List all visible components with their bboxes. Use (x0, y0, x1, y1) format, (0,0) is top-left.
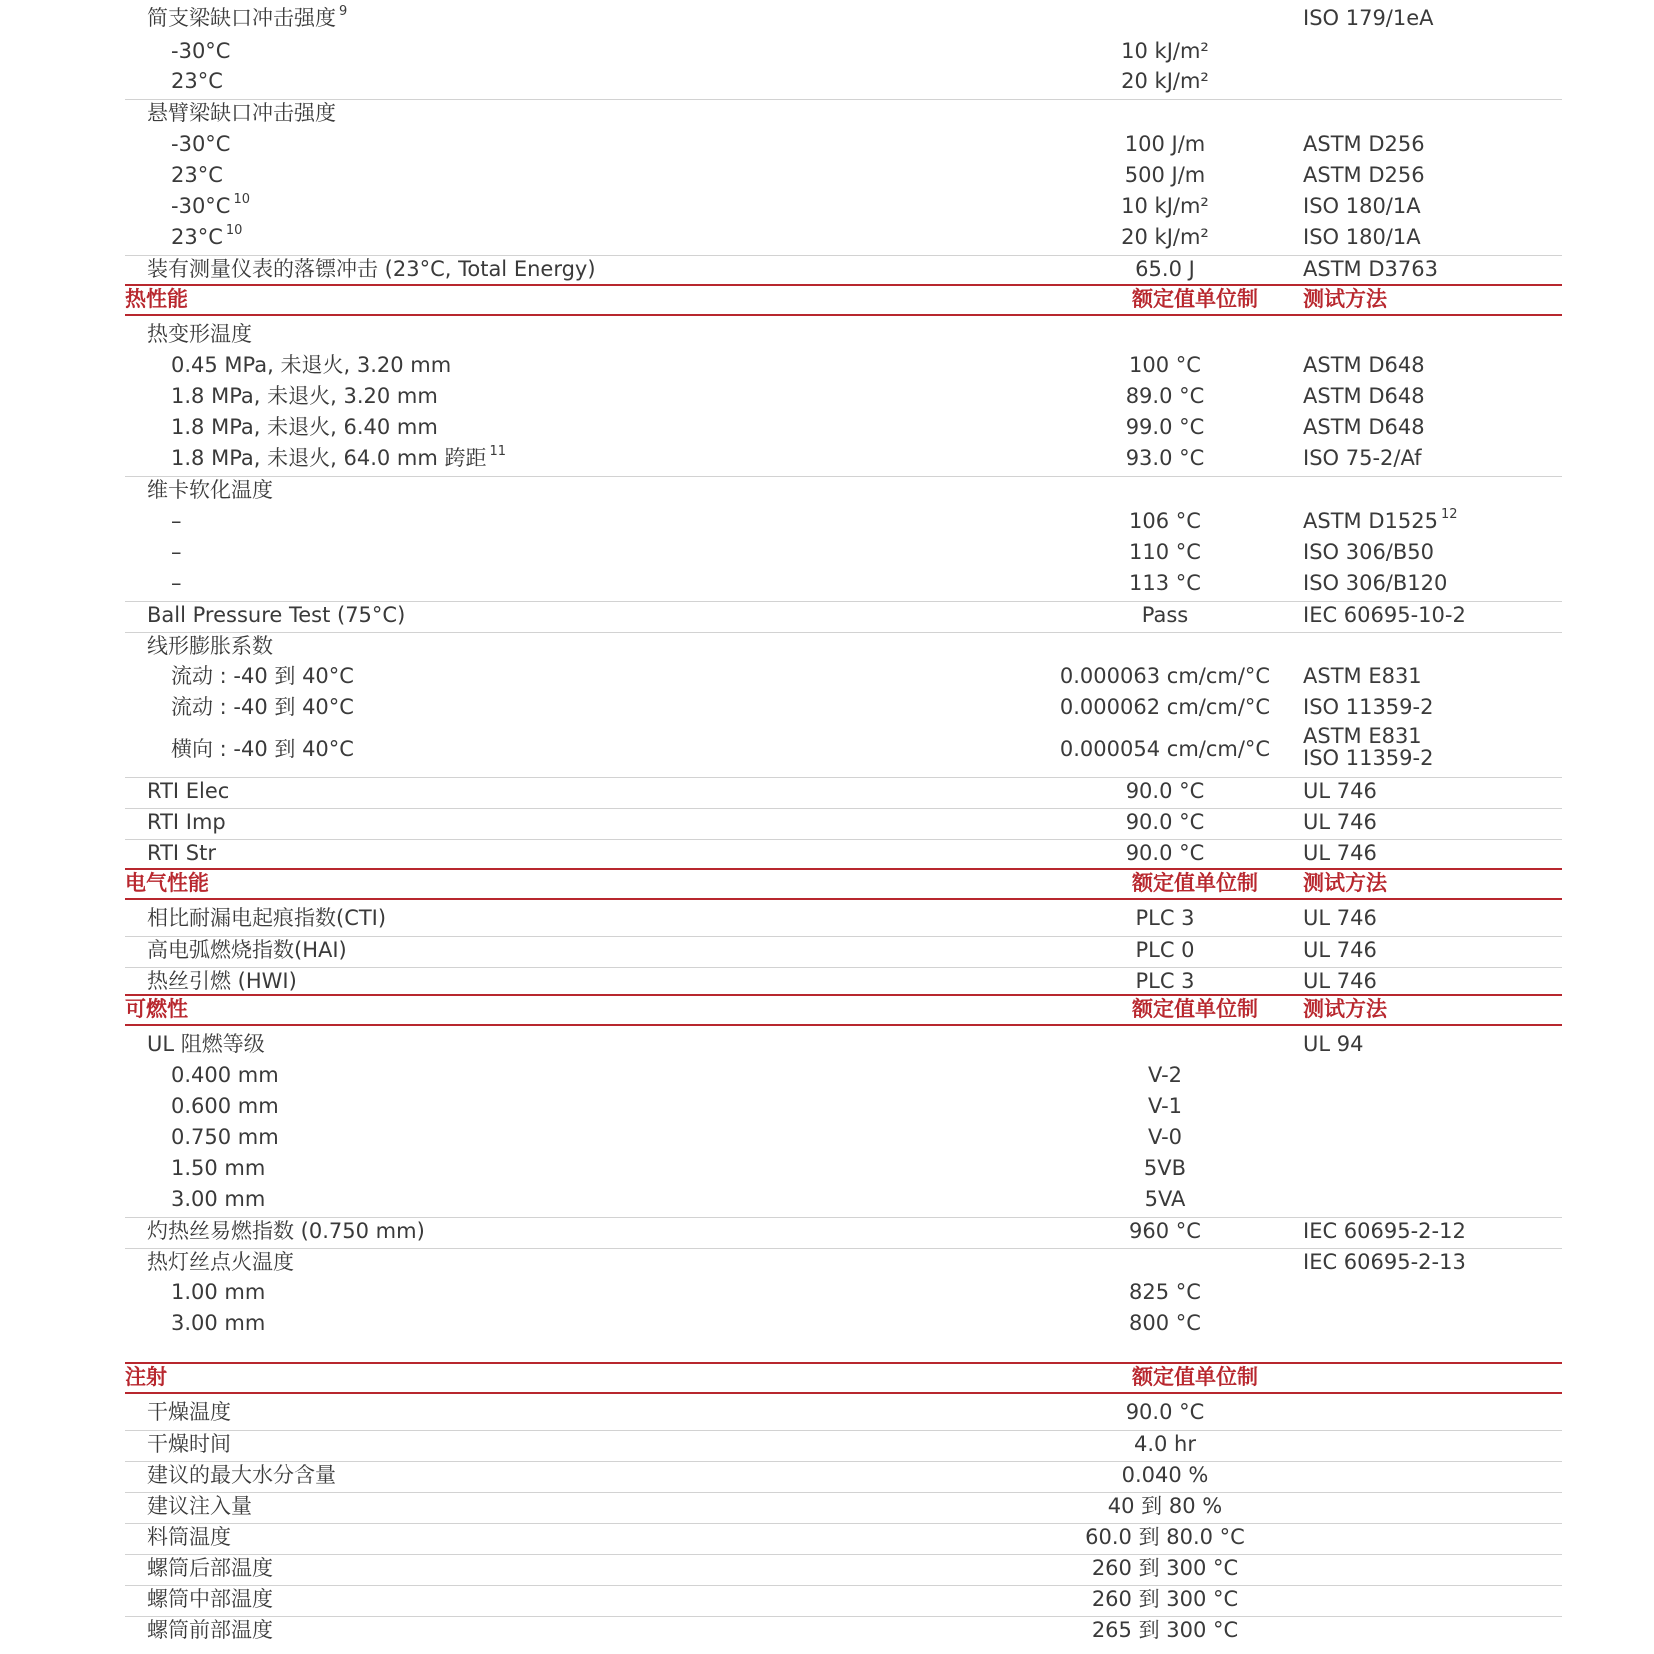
table-row (125, 1217, 1562, 1245)
property-label (171, 508, 182, 534)
test-method (1303, 602, 1466, 628)
property-label (171, 68, 223, 94)
column-header-method (1303, 996, 1387, 1022)
property-label-text: – (171, 540, 182, 564)
property-label-text: – (171, 509, 182, 533)
test-method (1303, 256, 1438, 282)
table-row (125, 539, 1562, 566)
property-value: 113 °C (1129, 571, 1201, 595)
property-label (171, 539, 182, 565)
property-label-text: RTI Imp (147, 810, 226, 834)
property-value: 10 kJ/m² (1121, 194, 1209, 218)
column-header-method (1303, 286, 1387, 312)
property-label-text: RTI Str (147, 841, 216, 865)
property-label (147, 1555, 273, 1581)
test-method (1303, 570, 1447, 596)
table-row (125, 383, 1562, 410)
test-method-text: ISO 306/B120 (1303, 571, 1448, 595)
test-method (1303, 694, 1433, 720)
property-label-text: 灼热丝易燃指数 (0.750 mm) (147, 1219, 425, 1243)
test-method-text: IEC 60695-2-12 (1303, 1219, 1466, 1243)
property-value: 260 到 300 °C (1091, 1556, 1239, 1580)
property-label-text: 0.400 mm (171, 1063, 279, 1087)
property-label-text: 0.600 mm (171, 1094, 279, 1118)
footnote-marker: 9 (339, 4, 348, 19)
table-row (125, 1248, 1562, 1276)
section-title (125, 286, 188, 312)
test-method-text: UL 746 (1303, 841, 1377, 865)
property-label-text: 横向 : -40 到 40°C (171, 737, 354, 761)
table-row (125, 777, 1562, 805)
property-label-text: 料筒温度 (147, 1525, 231, 1549)
property-label (171, 736, 354, 762)
test-method-text: ASTM D3763 (1303, 257, 1438, 281)
section-title (125, 996, 188, 1022)
footnote-marker: 10 (233, 192, 251, 207)
test-method-text: UL 94 (1303, 1032, 1364, 1056)
test-method-text: UL 746 (1303, 969, 1377, 993)
table-row (125, 255, 1562, 283)
property-label-text: UL 阻燃等级 (147, 1032, 265, 1056)
property-label (171, 414, 438, 440)
property-label (147, 100, 336, 126)
table-row (125, 663, 1562, 690)
property-value: 110 °C (1129, 540, 1201, 564)
property-label-text: 0.45 MPa, 未退火, 3.20 mm (171, 353, 452, 377)
property-value: 0.000063 cm/cm/°C (1059, 664, 1271, 688)
property-label (147, 1493, 252, 1519)
property-label-text: 1.8 MPa, 未退火, 6.40 mm (171, 415, 438, 439)
property-value: 20 kJ/m² (1121, 69, 1209, 93)
test-method (1303, 131, 1425, 157)
property-label-text: 电气性能 (125, 871, 209, 895)
property-value: 500 J/m (1124, 163, 1206, 187)
property-label (147, 778, 229, 804)
property-value: 89.0 °C (1125, 384, 1205, 408)
test-method (1303, 1249, 1466, 1275)
property-label-text: 流动 : -40 到 40°C (171, 664, 354, 688)
section-title (125, 870, 209, 896)
property-label (147, 905, 386, 931)
property-value: 4.0 hr (1133, 1432, 1196, 1456)
test-method-text: 测试方法 (1303, 287, 1387, 311)
property-label-text: 1.50 mm (171, 1156, 266, 1180)
test-method-text: IEC 60695-2-13 (1303, 1250, 1466, 1274)
test-method (1303, 193, 1421, 219)
property-label-text: -30°C (171, 39, 231, 63)
table-row (125, 1031, 1562, 1058)
property-label (171, 1093, 279, 1119)
property-label-text: 23°C (171, 163, 223, 187)
property-label (147, 5, 347, 31)
property-label-text: 维卡软化温度 (147, 478, 273, 502)
property-label (147, 1399, 231, 1425)
property-value: 90.0 °C (1125, 810, 1205, 834)
table-row (125, 1093, 1562, 1120)
test-method (1303, 414, 1425, 440)
section-header-row (125, 868, 1562, 900)
test-method-line: ASTM E831 (1303, 724, 1422, 748)
table-row (125, 1155, 1562, 1182)
table-row (125, 1062, 1562, 1089)
property-label-text: 建议注入量 (147, 1494, 252, 1518)
footnote-marker: 10 (225, 223, 243, 238)
test-method-text: ASTM D256 (1303, 132, 1425, 156)
table-row (125, 445, 1562, 472)
column-header-value: 额定值单位制 (1132, 997, 1258, 1021)
property-value: 5VA (1144, 1187, 1186, 1211)
test-method (1303, 383, 1425, 409)
test-method (1303, 840, 1377, 866)
test-method (1303, 1218, 1466, 1244)
test-method-text: ISO 180/1A (1303, 194, 1421, 218)
property-value: 20 kJ/m² (1121, 225, 1209, 249)
test-method-text: UL 746 (1303, 906, 1377, 930)
property-label (171, 38, 230, 64)
table-row (125, 5, 1562, 32)
property-label (171, 445, 506, 471)
property-label-text: 3.00 mm (171, 1311, 266, 1335)
test-method (1303, 725, 1433, 769)
footnote-marker: 11 (489, 444, 507, 459)
property-label (147, 840, 216, 866)
property-value: PLC 3 (1135, 906, 1195, 930)
property-label-text: – (171, 571, 182, 595)
table-row (125, 1310, 1562, 1337)
property-label-text: 热性能 (125, 287, 188, 311)
section-title (125, 1364, 167, 1390)
property-label-text: 螺筒后部温度 (147, 1556, 273, 1580)
table-row (125, 508, 1562, 535)
property-label (171, 193, 250, 219)
property-value: 260 到 300 °C (1091, 1587, 1239, 1611)
table-row (125, 725, 1562, 773)
property-value: 90.0 °C (1125, 841, 1205, 865)
table-row (125, 99, 1562, 127)
table-row (125, 1523, 1562, 1551)
table-row (125, 1186, 1562, 1213)
test-method-text: ASTM D1525 (1303, 509, 1438, 533)
property-label-text: 螺筒前部温度 (147, 1618, 273, 1642)
table-row (125, 162, 1562, 189)
property-value: V-0 (1147, 1125, 1183, 1149)
property-value: 100 °C (1129, 353, 1201, 377)
property-value: V-1 (1147, 1094, 1183, 1118)
property-label (147, 968, 297, 994)
footnote-marker: 12 (1440, 507, 1458, 522)
property-value: 99.0 °C (1125, 415, 1205, 439)
property-label (147, 633, 273, 659)
property-label-text: 高电弧燃烧指数(HAI) (147, 938, 347, 962)
property-value: 0.040 % (1121, 1463, 1209, 1487)
property-label (171, 694, 354, 720)
test-method-text: UL 746 (1303, 938, 1377, 962)
table-row (125, 476, 1562, 504)
table-row (125, 694, 1562, 721)
test-method-text: ISO 75-2/Af (1303, 446, 1422, 470)
property-label (147, 1031, 265, 1057)
property-label (147, 1617, 273, 1643)
property-label (171, 1155, 265, 1181)
section-header-row (125, 1362, 1562, 1394)
property-value: 65.0 J (1135, 257, 1195, 281)
property-label-text: 线形膨胀系数 (147, 634, 273, 658)
property-label-text: 3.00 mm (171, 1187, 266, 1211)
property-label (171, 1062, 279, 1088)
table-row (125, 1554, 1562, 1582)
table-row (125, 38, 1562, 65)
table-row (125, 1399, 1562, 1426)
property-label-text: 干燥温度 (147, 1400, 231, 1424)
test-method-text: ASTM E831 (1303, 664, 1422, 688)
test-method-text: 测试方法 (1303, 871, 1387, 895)
table-row (125, 1585, 1562, 1613)
test-method-text: IEC 60695-10-2 (1303, 603, 1466, 627)
test-method-text: ISO 180/1A (1303, 225, 1421, 249)
property-value: 5VB (1143, 1156, 1187, 1180)
property-value: 265 到 300 °C (1091, 1618, 1239, 1642)
property-label (147, 937, 347, 963)
property-label (147, 1431, 231, 1457)
property-label (147, 1524, 231, 1550)
property-label (147, 256, 596, 282)
property-label-text: 相比耐漏电起痕指数(CTI) (147, 906, 387, 930)
table-row (125, 1279, 1562, 1306)
property-label (171, 663, 354, 689)
property-value: PLC 0 (1135, 938, 1195, 962)
property-label (171, 1310, 265, 1336)
section-header-row (125, 994, 1562, 1026)
test-method-text: ASTM D648 (1303, 415, 1425, 439)
test-method (1303, 162, 1425, 188)
property-label-text: Ball Pressure Test (75°C) (147, 603, 406, 627)
column-header-value: 额定值单位制 (1132, 287, 1258, 311)
test-method (1303, 778, 1377, 804)
test-method (1303, 937, 1377, 963)
property-label-text: 1.00 mm (171, 1280, 266, 1304)
property-label-text: 23°C (171, 225, 223, 249)
property-label (147, 602, 405, 628)
property-label-text: 热丝引燃 (HWI) (147, 969, 297, 993)
property-value: 10 kJ/m² (1121, 39, 1209, 63)
table-row (125, 131, 1562, 158)
test-method-text: UL 746 (1303, 810, 1377, 834)
table-row (125, 224, 1562, 251)
property-label-text: 可燃性 (125, 997, 188, 1021)
test-method-text: ASTM D256 (1303, 163, 1425, 187)
property-label (147, 477, 273, 503)
table-row (125, 967, 1562, 995)
property-label-text: 装有测量仪表的落镖冲击 (23°C, Total Energy) (147, 257, 596, 281)
property-label (171, 352, 451, 378)
property-value: 960 °C (1129, 1219, 1201, 1243)
property-value: Pass (1141, 603, 1189, 627)
property-label (171, 162, 223, 188)
table-row (125, 414, 1562, 441)
test-method (1303, 968, 1377, 994)
property-value: 60.0 到 80.0 °C (1085, 1525, 1245, 1549)
property-label-text: 简支梁缺口冲击强度 (147, 6, 336, 30)
property-label-text: 0.750 mm (171, 1125, 279, 1149)
property-value: 106 °C (1129, 509, 1201, 533)
table-row (125, 839, 1562, 867)
test-method (1303, 1031, 1363, 1057)
section-header-row (125, 284, 1562, 316)
test-method (1303, 663, 1422, 689)
table-row (125, 1461, 1562, 1489)
table-row (125, 1430, 1562, 1458)
table-row (125, 68, 1562, 95)
column-header-method (1303, 870, 1387, 896)
property-value: 40 到 80 % (1107, 1494, 1223, 1518)
property-value: V-2 (1147, 1063, 1183, 1087)
property-value: PLC 3 (1135, 969, 1195, 993)
test-method (1303, 5, 1434, 31)
property-value: 90.0 °C (1125, 1400, 1205, 1424)
property-label (171, 131, 230, 157)
property-label-text: RTI Elec (147, 779, 230, 803)
property-value: 93.0 °C (1125, 446, 1205, 470)
property-label (147, 1586, 273, 1612)
test-method-text: ISO 306/B50 (1303, 540, 1435, 564)
property-label-text: 热变形温度 (147, 322, 252, 346)
test-method (1303, 539, 1434, 565)
table-row (125, 193, 1562, 220)
test-method (1303, 445, 1421, 471)
table-row (125, 632, 1562, 660)
column-header-value: 额定值单位制 (1132, 1365, 1258, 1389)
property-label-text: 23°C (171, 69, 223, 93)
table-row (125, 1616, 1562, 1644)
test-method-text: ASTM D648 (1303, 384, 1425, 408)
property-label (171, 1124, 279, 1150)
property-label (147, 321, 252, 347)
property-value: 825 °C (1129, 1280, 1201, 1304)
property-label-text: 热灯丝点火温度 (147, 1250, 294, 1274)
property-label-text: 悬臂梁缺口冲击强度 (147, 101, 336, 125)
property-label-text: -30°C (171, 132, 231, 156)
table-row (125, 1492, 1562, 1520)
test-method (1303, 905, 1377, 931)
test-method-line: ISO 11359-2 (1303, 746, 1434, 770)
property-label-text: 1.8 MPa, 未退火, 64.0 mm 跨距 (171, 446, 487, 470)
property-label (171, 383, 438, 409)
property-value: 800 °C (1129, 1311, 1201, 1335)
property-value: 90.0 °C (1125, 779, 1205, 803)
test-method-text: ISO 11359-2 (1303, 695, 1434, 719)
test-method (1303, 508, 1457, 534)
property-label-text: 螺筒中部温度 (147, 1587, 273, 1611)
column-header-value: 额定值单位制 (1132, 871, 1258, 895)
property-value: 0.000062 cm/cm/°C (1059, 695, 1271, 719)
test-method (1303, 352, 1425, 378)
property-label (171, 570, 182, 596)
property-value: 0.000054 cm/cm/°C (1059, 737, 1271, 761)
test-method-text: ISO 179/1eA (1303, 6, 1434, 30)
test-method (1303, 224, 1421, 250)
property-label (147, 1462, 336, 1488)
property-value: 100 J/m (1124, 132, 1206, 156)
property-label (171, 224, 242, 250)
property-label-text: 流动 : -40 到 40°C (171, 695, 354, 719)
table-row (125, 321, 1562, 348)
property-label-text: -30°C (171, 194, 231, 218)
property-label-text: 干燥时间 (147, 1432, 231, 1456)
property-label-text: 建议的最大水分含量 (147, 1463, 336, 1487)
table-row (125, 808, 1562, 836)
table-row (125, 570, 1562, 597)
property-label-text: 1.8 MPa, 未退火, 3.20 mm (171, 384, 438, 408)
test-method-text: 测试方法 (1303, 997, 1387, 1021)
property-label (147, 1249, 294, 1275)
test-method-text: UL 746 (1303, 779, 1377, 803)
table-row (125, 1124, 1562, 1151)
table-row (125, 352, 1562, 379)
property-label (171, 1186, 265, 1212)
property-label (147, 809, 226, 835)
table-row (125, 601, 1562, 629)
table-row (125, 936, 1562, 964)
property-label (147, 1218, 425, 1244)
test-method (1303, 809, 1377, 835)
table-row (125, 905, 1562, 932)
property-label (171, 1279, 265, 1305)
test-method-text: ASTM D648 (1303, 353, 1425, 377)
property-label-text: 注射 (125, 1365, 167, 1389)
